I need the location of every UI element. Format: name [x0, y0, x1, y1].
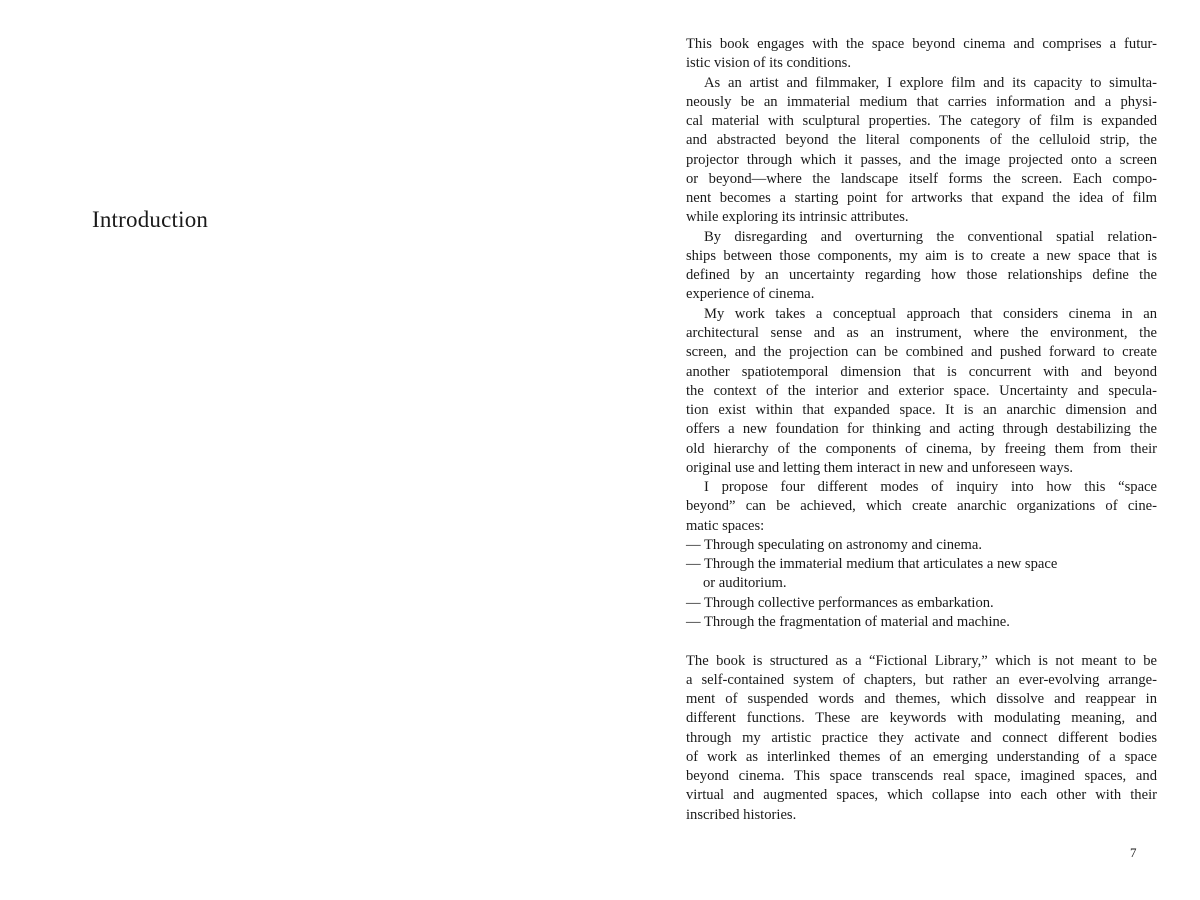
list-item-line: or auditorium.: [703, 575, 787, 592]
text-line: another spatiotemporal dimension that is concurrent with and beyond: [686, 363, 1157, 380]
text-line: neously be an immaterial medium that carries information and a physi-: [686, 93, 1157, 110]
text-line: or beyond—where the landscape itself forms the screen. Each compo-: [686, 170, 1157, 187]
list-item-line: — Through speculating on astronomy and cinema.: [686, 536, 983, 553]
text-line: inscribed histories.: [686, 806, 797, 823]
text-line: experience of cinema.: [686, 286, 815, 303]
text-line: the context of the interior and exterior space. Uncertainty and specula-: [686, 382, 1157, 399]
text-line: ships between those components, my aim is to create a new space that is: [686, 247, 1157, 264]
body-text: [686, 35, 1157, 825]
text-line: beyond” can be achieved, which create anarchic organizations of cine-: [686, 498, 1157, 515]
page-number: 7: [1130, 845, 1137, 860]
text-line: architectural sense and as an instrument, where the environment, the: [686, 324, 1157, 341]
paragraph: [686, 652, 1157, 825]
text-line: ment of suspended words and themes, which dissolve and reappear in: [686, 691, 1157, 708]
text-line: defined by an uncertainty regarding how those relationships define the: [686, 267, 1157, 284]
text-line: The book is structured as a “Fictional Library,” which is not meant to be: [686, 652, 1157, 669]
text-line: By disregarding and overturning the conventional spatial relation-: [704, 228, 1157, 245]
list-item-line: — Through the immaterial medium that articulates a new space: [686, 556, 1058, 573]
text-line: offers a new foundation for thinking and acting through destabilizing the: [686, 421, 1157, 438]
list-item: [686, 555, 1157, 594]
text-line: cal material with sculptural properties. The category of film is expanded: [686, 113, 1157, 130]
paragraph-gap: [686, 632, 1157, 651]
chapter-title: Introduction: [92, 207, 209, 232]
list-item: [686, 536, 1157, 555]
text-line: original use and letting them interact in new and unforeseen ways.: [686, 459, 1074, 476]
text-line: old hierarchy of the components of cinema, by freeing them from their: [686, 440, 1157, 457]
text-line: while exploring its intrinsic attributes.: [686, 209, 909, 226]
text-line: of work as interlinked themes of an emerging understanding of a space: [686, 748, 1157, 765]
list-item: [686, 594, 1157, 613]
text-line: nent becomes a starting point for artworks that expand the idea of film: [686, 190, 1157, 207]
text-line: As an artist and filmmaker, I explore film and its capacity to simulta-: [704, 74, 1157, 91]
text-line: virtual and augmented spaces, which collapse into each other with their: [686, 787, 1157, 804]
text-line: tion exist within that expanded space. It is an anarchic dimension and: [686, 402, 1157, 419]
inquiry-list: [686, 536, 1157, 632]
list-item-line: — Through the fragmentation of material and machine.: [686, 613, 1010, 630]
text-line: projector through which it passes, and the image projected onto a screen: [686, 151, 1157, 168]
text-line: and abstracted beyond the literal components of the celluloid strip, the: [686, 132, 1157, 149]
paragraph: [686, 74, 1157, 228]
text-line: different functions. These are keywords with modulating meaning, and: [686, 710, 1157, 727]
text-line: istic vision of its conditions.: [686, 55, 851, 72]
paragraph: [686, 478, 1157, 536]
list-item: [686, 613, 1157, 632]
list-item-line: — Through collective performances as embarkation.: [686, 594, 994, 611]
text-line: through my artistic practice they activate and connect different bodies: [686, 729, 1157, 746]
paragraph: [686, 305, 1157, 478]
paragraph: [686, 228, 1157, 305]
text-line: I propose four different modes of inquiry into how this “space: [704, 479, 1157, 496]
paragraph: [686, 35, 1157, 74]
text-line: a self-contained system of chapters, but rather an ever-evolving arrange-: [686, 671, 1157, 688]
text-line: beyond cinema. This space transcends real space, imagined spaces, and: [686, 768, 1157, 785]
text-line: screen, and the projection can be combined and pushed forward to create: [686, 344, 1157, 361]
text-line: matic spaces:: [686, 517, 765, 534]
text-line: My work takes a conceptual approach that considers cinema in an: [704, 305, 1157, 322]
text-line: This book engages with the space beyond cinema and comprises a futur-: [686, 36, 1157, 52]
